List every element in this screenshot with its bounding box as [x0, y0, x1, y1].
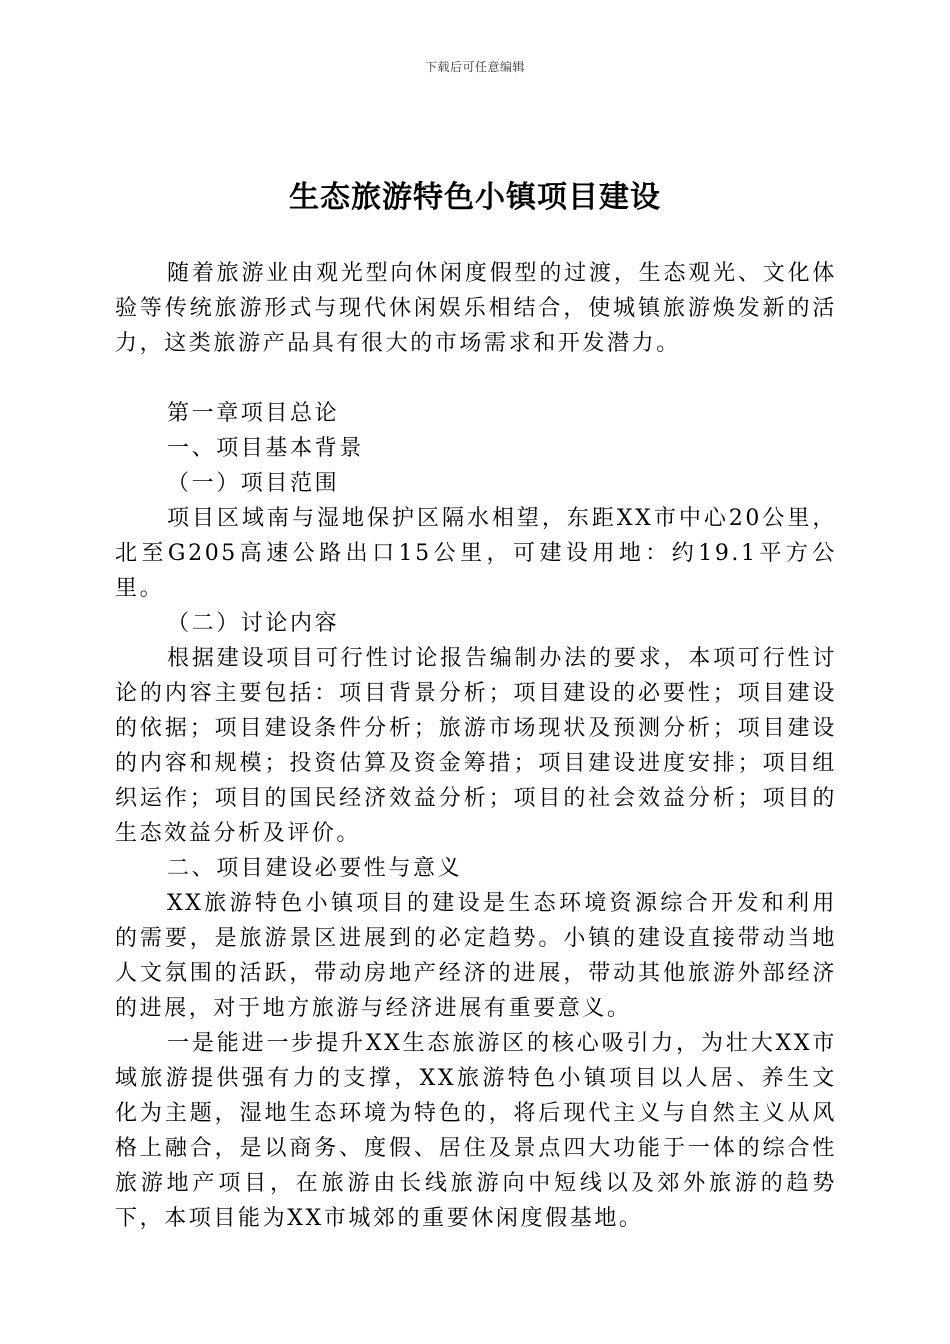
section-heading-2: 二、项目建设必要性与意义: [167, 856, 463, 881]
chapter-heading: 第一章项目总论: [167, 401, 340, 426]
subsection-paragraph-1: 项目区域南与湿地保护区隔水相望，东距XX市中心20公里，北至G205高速公路出口15公里，可建设用地：约19.1平方公里。: [115, 506, 837, 601]
subsection-heading-1: （一）项目范围: [167, 471, 340, 496]
document-title: 生态旅游特色小镇项目建设: [289, 180, 661, 215]
subsection-paragraph-2: 根据建设项目可行性讨论报告编制办法的要求，本项可行性讨论的内容主要包括：项目背景分析；项目建设的必要性；项目建设的依据；项目建设条件分析；旅游市场现状及预测分析；项目建设的内容和规模；投资估算及资金筹措；项目建设进度安排；项目组织运作；项目的国民经济效益分析；项目的社会效益分析；项目的生态效益分析及评价。: [115, 646, 837, 846]
intro-paragraph: 随着旅游业由观光型向休闲度假型的过渡，生态观光、文化体验等传统旅游形式与现代休闲娱乐相结合，使城镇旅游焕发新的活力，这类旅游产品具有很大的市场需求和开发潜力。: [115, 261, 837, 356]
section-heading-1: 一、项目基本背景: [167, 436, 364, 461]
section-paragraph-2: XX旅游特色小镇项目的建设是生态环境资源综合开发和利用的需要，是旅游景区进展到的必定趋势。小镇的建设直接带动当地人文氛围的活跃，带动房地产经济的进展，带动其他旅游外部经济的进展，对于地方旅游与经济进展有重要意义。: [115, 891, 837, 1021]
header-note: 下载后可任意编辑: [424, 60, 525, 74]
document-body: [115, 256, 837, 1236]
subsection-heading-2: （二）讨论内容: [167, 611, 340, 636]
point-paragraph-1: 一是能进一步提升XX生态旅游区的核心吸引力，为壮大XX市域旅游提供强有力的支撑，XX旅游特色小镇项目以人居、养生文化为主题，湿地生态环境为特色的，将后现代主义与自然主义从风格上融合，是以商务、度假、居住及景点四大功能于一体的综合性旅游地产项目，在旅游由长线旅游向中短线以及郊外旅游的趋势下，本项目能为XX市城郊的重要休闲度假基地。: [115, 1031, 837, 1231]
